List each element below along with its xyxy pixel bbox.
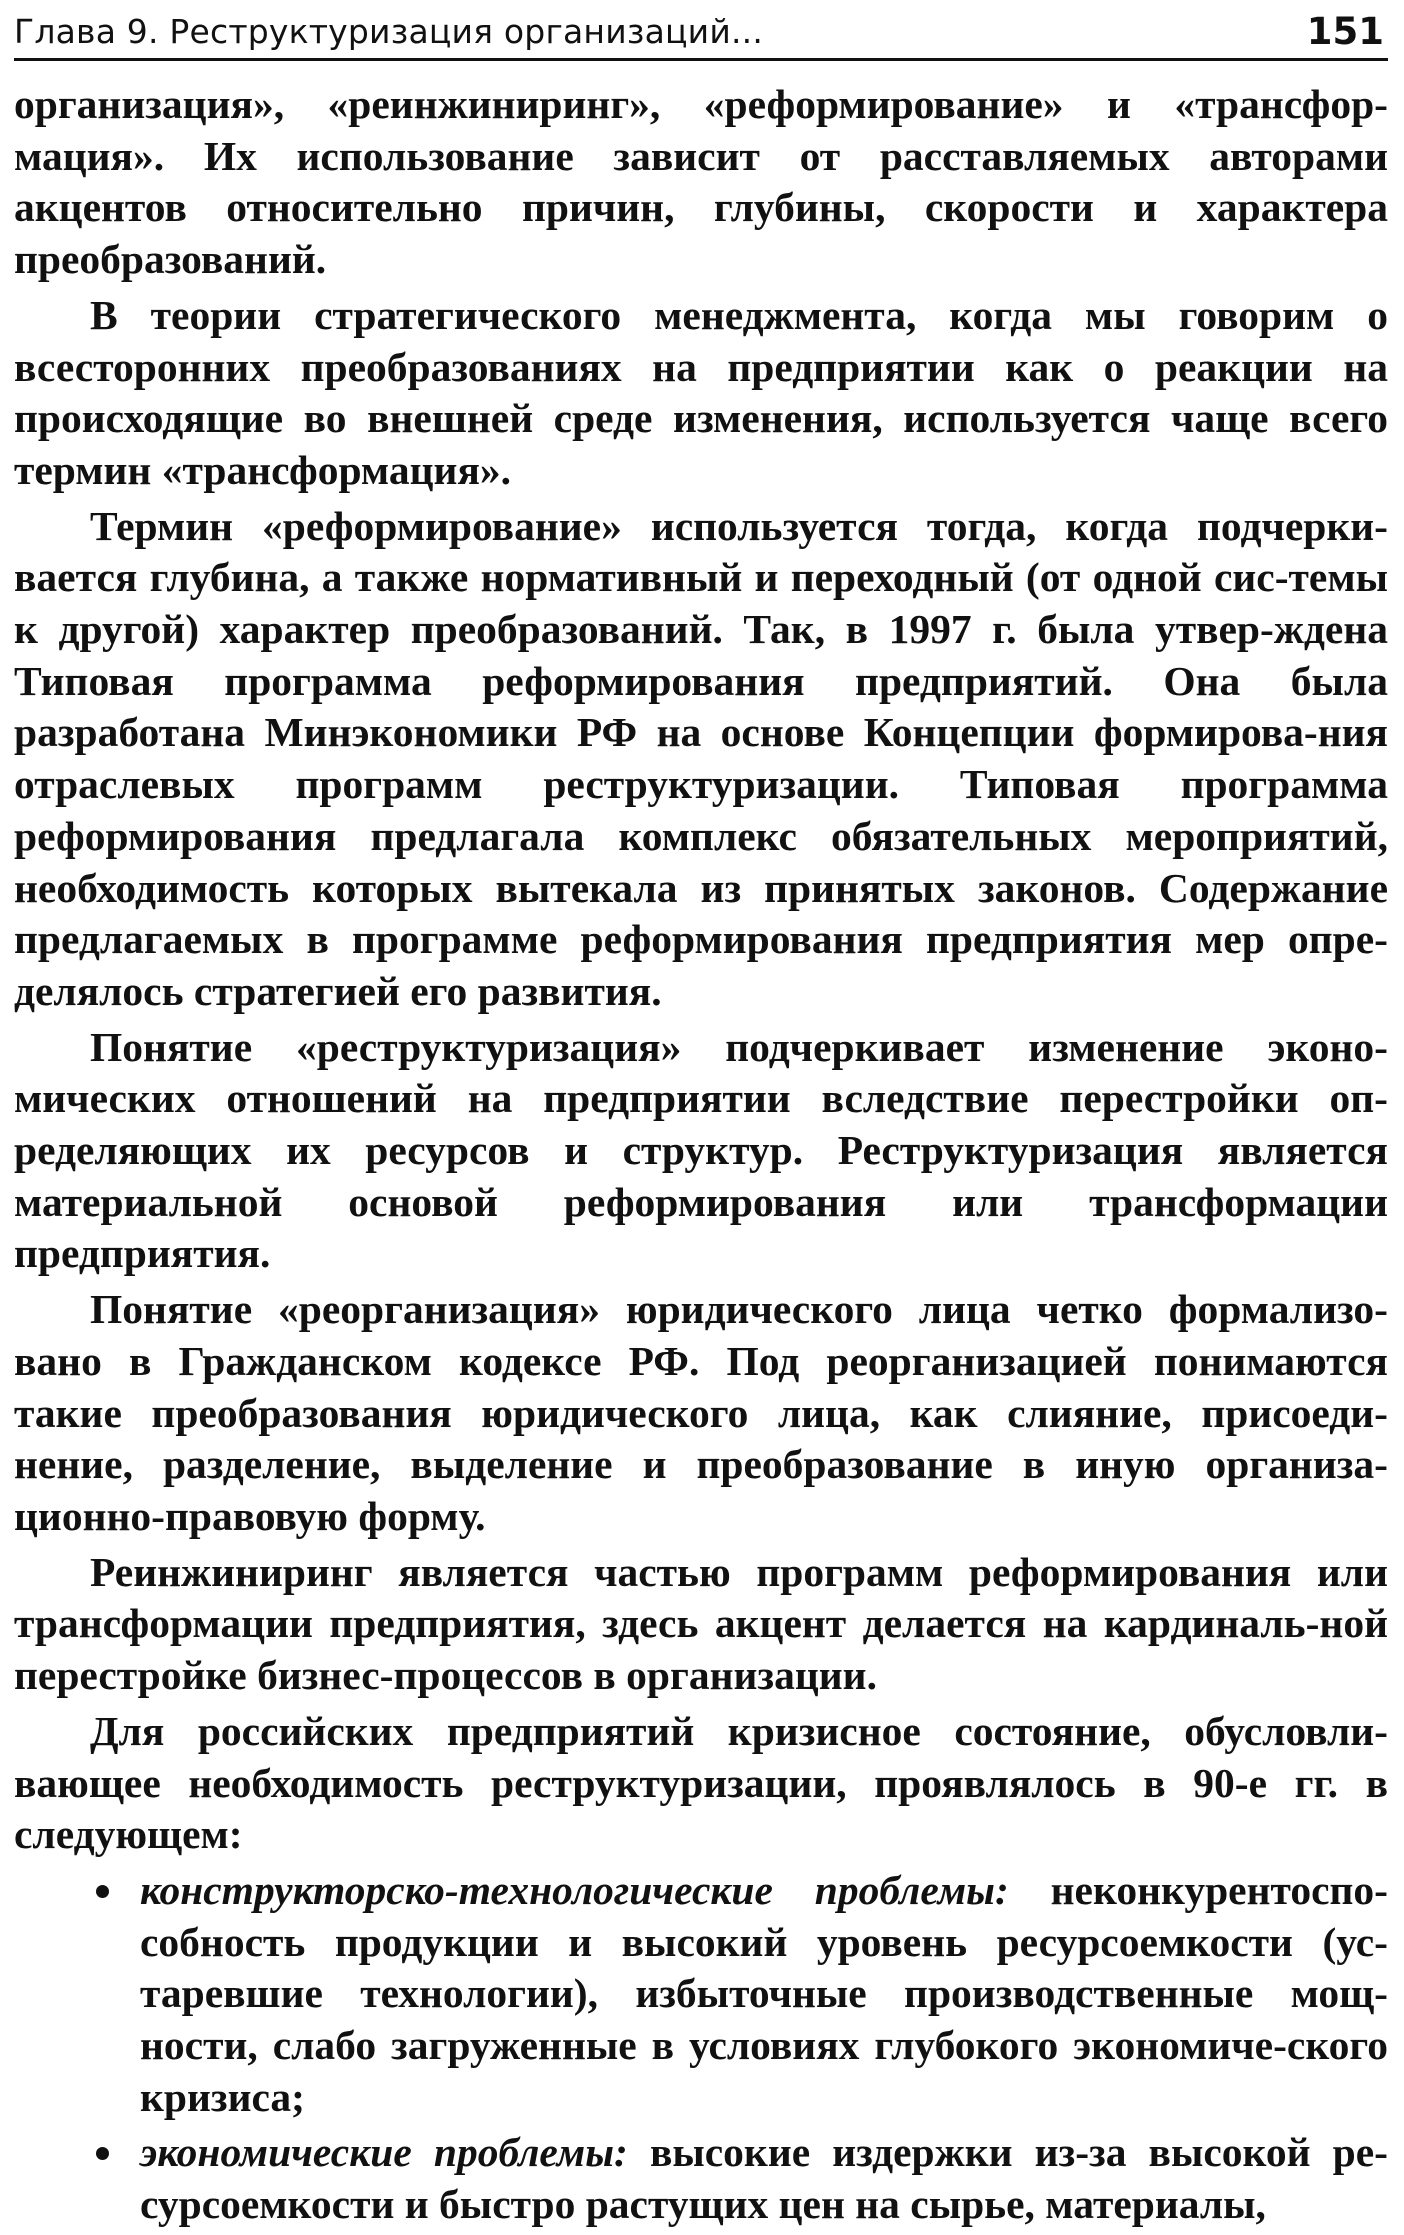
running-head xyxy=(14,8,1388,61)
list-item-text: неконкурентоспо-собность продукции и высокий уровень ресурсоемкости (ус-таревшие технологии), избыточные производственные мощ-ности, слабо загруженные в условиях глубокого экономиче-ского кризиса; xyxy=(140,1866,1388,2120)
paragraph-reengineering: Реинжиниринг является частью программ реформирования или трансформации предприятия, здесь акцент делается на кардиналь-ной перестройке бизнес-процессов в организации. xyxy=(14,1548,1388,1699)
book-page xyxy=(14,8,1388,2235)
list-item xyxy=(14,2127,1388,2230)
paragraph-reforming: Термин «реформирование» используется тогда, когда подчерки-вается глубина, а также нормативный и переходный (от одной сис-темы к другой) характер преобразований. Так, в 1997 г. была утвер-ждена Типовая программа реформирования предприятий. Она была разработана Минэкономики РФ на основе Концепции формирова-ния отраслевых программ реструктуризации. Типовая программа реформирования предлагала комплекс обязательных мероприятий, необходимость которых вытекала из принятых законов. Содержание предлагаемых в программе реформирования предприятия мер опре-делялось стратегией его развития. xyxy=(14,502,1388,1014)
paragraph-restructuring: Понятие «реструктуризация» подчеркивает изменение эконо-мических отношений на предприятии вследствие перестройки оп-ределяющих их ресурсов и структур. Реструктуризация является материальной основой реформирования или трансформации предприятия. xyxy=(14,1023,1388,1277)
bullet-icon xyxy=(96,2147,109,2160)
page-body xyxy=(14,79,1388,2231)
bullet-icon xyxy=(96,1885,109,1898)
list-item-text: высокие издержки из-за высокой ре-сурсоемкости и быстро растущих цен на сырье, материалы, xyxy=(140,2129,1388,2228)
paragraph-reorganization: Понятие «реорганизация» юридического лица четко формализо-вано в Гражданском кодексе РФ. Под реорганизацией понимаются такие преобразования юридического лица, как слияние, присоеди-нение, разделение, выделение и преобразование в иную организа-ционно-правовую форму. xyxy=(14,1286,1388,1539)
list-item xyxy=(14,1865,1388,2124)
chapter-running-title: Глава 9. Реструктуризация организаций... xyxy=(14,12,764,51)
paragraph-continuation: организация», «реинжиниринг», «реформирование» и «трансфор-мация». Их использование зависит от расставляемых авторами акцентов относительно причин, глубины, скорости и характера преобразований. xyxy=(14,81,1388,283)
crisis-problems-list xyxy=(14,1865,1388,2231)
list-item-term: экономические проблемы: xyxy=(140,2129,628,2176)
paragraph-crisis-intro: Для российских предприятий кризисное состояние, обусловли-вающее необходимость реструктуризации, проявлялось в 90-е гг. в следующем: xyxy=(14,1707,1388,1858)
list-item-term: конструкторско-технологические проблемы: xyxy=(140,1866,1009,1913)
paragraph-transformation: В теории стратегического менеджмента, когда мы говорим о всесторонних преобразованиях на предприятии как о реакции на происходящие во внешней среде изменения, используется чаще всего термин «трансформация». xyxy=(14,291,1388,493)
page-number: 151 xyxy=(1306,10,1384,53)
